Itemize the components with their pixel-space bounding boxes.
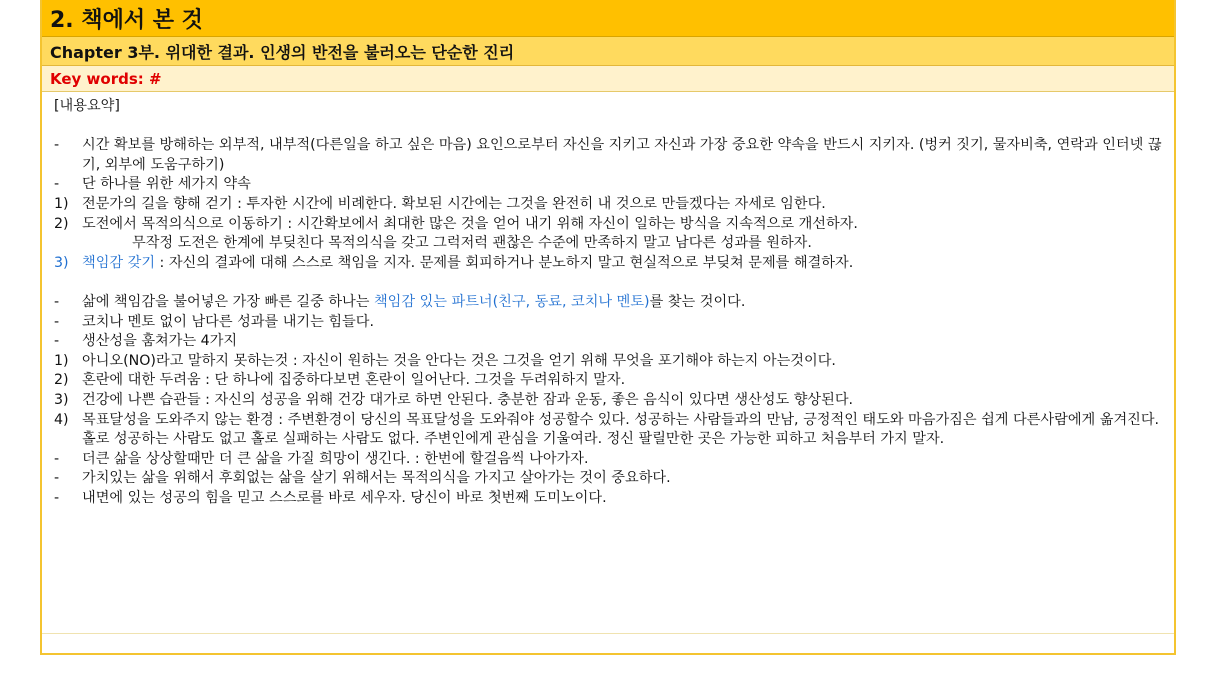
list-item: 1) 아니오(NO)라고 말하지 못하는것 : 자신이 원하는 것을 안다는 것은 그것을 얻기 위해 무엇을 포기해야 하는지 아는것이다. [54,352,836,369]
list-item: - 더큰 삶을 상상할때만 더 큰 삶을 가질 희망이 생긴다. : 한번에 할걸음씩 나아가자. [54,450,589,467]
summary-label: [내용요약] [54,98,120,114]
highlight-text: 책임감 있는 파트너(친구, 동료, 코치나 멘토) [373,293,650,310]
document-frame [40,0,1176,655]
keywords-line: Key words: # [42,66,1174,92]
list-item: 2) 도전에서 목적의식으로 이동하기 : 시간확보에서 최대한 많은 것을 얻어 내기 위해 자신이 일하는 방식을 지속적으로 개선하자. [54,215,858,232]
list-item: - 내면에 있는 성공의 힘을 믿고 스스로를 바로 세우자. 당신이 바로 첫번째 도미노이다. [54,489,607,506]
summary-body [42,92,1174,508]
list-item: 1) 전문가의 길을 향해 걷기 : 투자한 시간에 비례한다. 확보된 시간에는 그것을 완전히 내 것으로 만들겠다는 자세로 임한다. [54,195,826,212]
divider [42,633,1174,634]
highlight-text: 책임감 갖기 [82,254,156,271]
list-item: 3) 책임감 갖기 : 자신의 결과에 대해 스스로 책임을 지자. 문제를 회피하거나 분노하지 말고 현실적으로 부딪쳐 문제를 해결하자. [54,254,854,271]
list-item: - 단 하나를 위한 세가지 약속 [54,176,251,193]
list-item: - 코치나 멘토 없이 남다른 성과를 내기는 힘들다. [54,313,374,330]
list-item: - 가치있는 삶을 위해서 후회없는 삶을 살기 위해서는 목적의식을 가지고 살아가는 것이 중요하다. [54,470,671,487]
chapter-title: Chapter 3부. 위대한 결과. 인생의 반전을 불러오는 단순한 진리 [42,37,1174,66]
list-item: - 삶에 책임감을 불어넣은 가장 빠른 길중 하나는 책임감 있는 파트너(친구, 동료, 코치나 멘토)를 찾는 것이다. [54,293,746,310]
list-item: 4) 목표달성을 도와주지 않는 환경 : 주변환경이 당신의 목표달성을 도와줘야 성공할수 있다. 성공하는 사람들과의 만남, 긍정적인 태도와 마음가짐은 쉽게 다른사람에게 옮겨진다. 홀로 성공하는 사람도 없고 홀로 실패하는 사람도 없다. 주변인에게 관심을 기울여라. 정신 팔릴만한 곳은 가능한 피하고 처음부터 가지 말자. [54,411,1160,448]
list-item: 3) 건강에 나쁜 습관들 : 자신의 성공을 위해 건강 대가로 하면 안된다. 충분한 잠과 운동, 좋은 음식이 있다면 생산성도 향상된다. [54,391,854,408]
list-item: 2) 혼란에 대한 두려움 : 단 하나에 집중하다보면 혼란이 일어난다. 그것을 두려워하지 말자. [54,372,626,389]
list-item: - 시간 확보를 방해하는 외부적, 내부적(다른일을 하고 싶은 마음) 요인으로부터 자신을 지키고 자신과 가장 중요한 약속을 반드시 지키자. (벙커 짓기, 물자비축, 연락과 인터넷 끊기, 외부에 도움구하기) [54,137,1162,173]
list-item: - 생산성을 훔쳐가는 4가지 [54,333,238,350]
section-title: 2. 책에서 본 것 [42,0,1174,37]
list-item-continuation: 무작정 도전은 한계에 부딪친다 목적의식을 갖고 그럭저럭 괜찮은 수준에 만족하지 말고 남다른 성과를 원하자. [132,235,812,252]
